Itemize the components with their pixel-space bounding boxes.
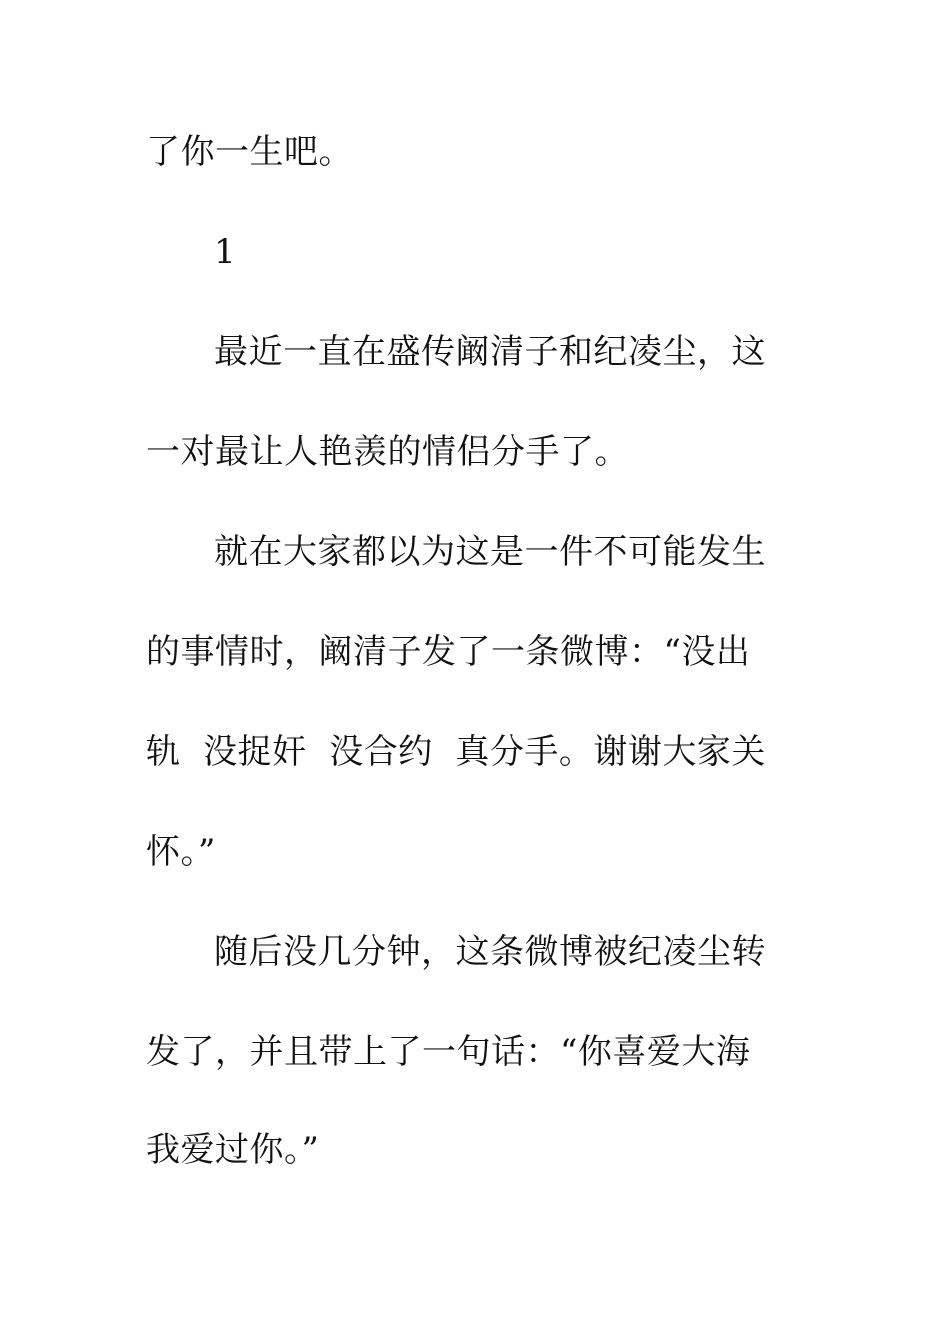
paragraph-line: 最近一直在盛传阚清子和纪凌尘，这 xyxy=(214,332,766,372)
chapter-number: 1 xyxy=(214,232,237,272)
paragraph-line: 就在大家都以为这是一件不可能发生 xyxy=(214,532,766,572)
paragraph-line: 的事情时，阚清子发了一条微博：“没出 xyxy=(146,632,751,672)
paragraph-line: 一对最让人艳羡的情侣分手了。 xyxy=(146,432,629,472)
paragraph-line: 轨 没捉奸 没合约 真分手。谢谢大家关 xyxy=(146,732,766,772)
paragraph-line: 随后没几分钟，这条微博被纪凌尘转 xyxy=(214,932,766,972)
paragraph-line: 我爱过你。” xyxy=(146,1130,320,1170)
paragraph-line: 发了，并且带上了一句话：“你喜爱大海 xyxy=(146,1032,751,1072)
paragraph-line: 怀。” xyxy=(146,832,216,872)
text-line: 了你一生吧。 xyxy=(146,132,353,172)
